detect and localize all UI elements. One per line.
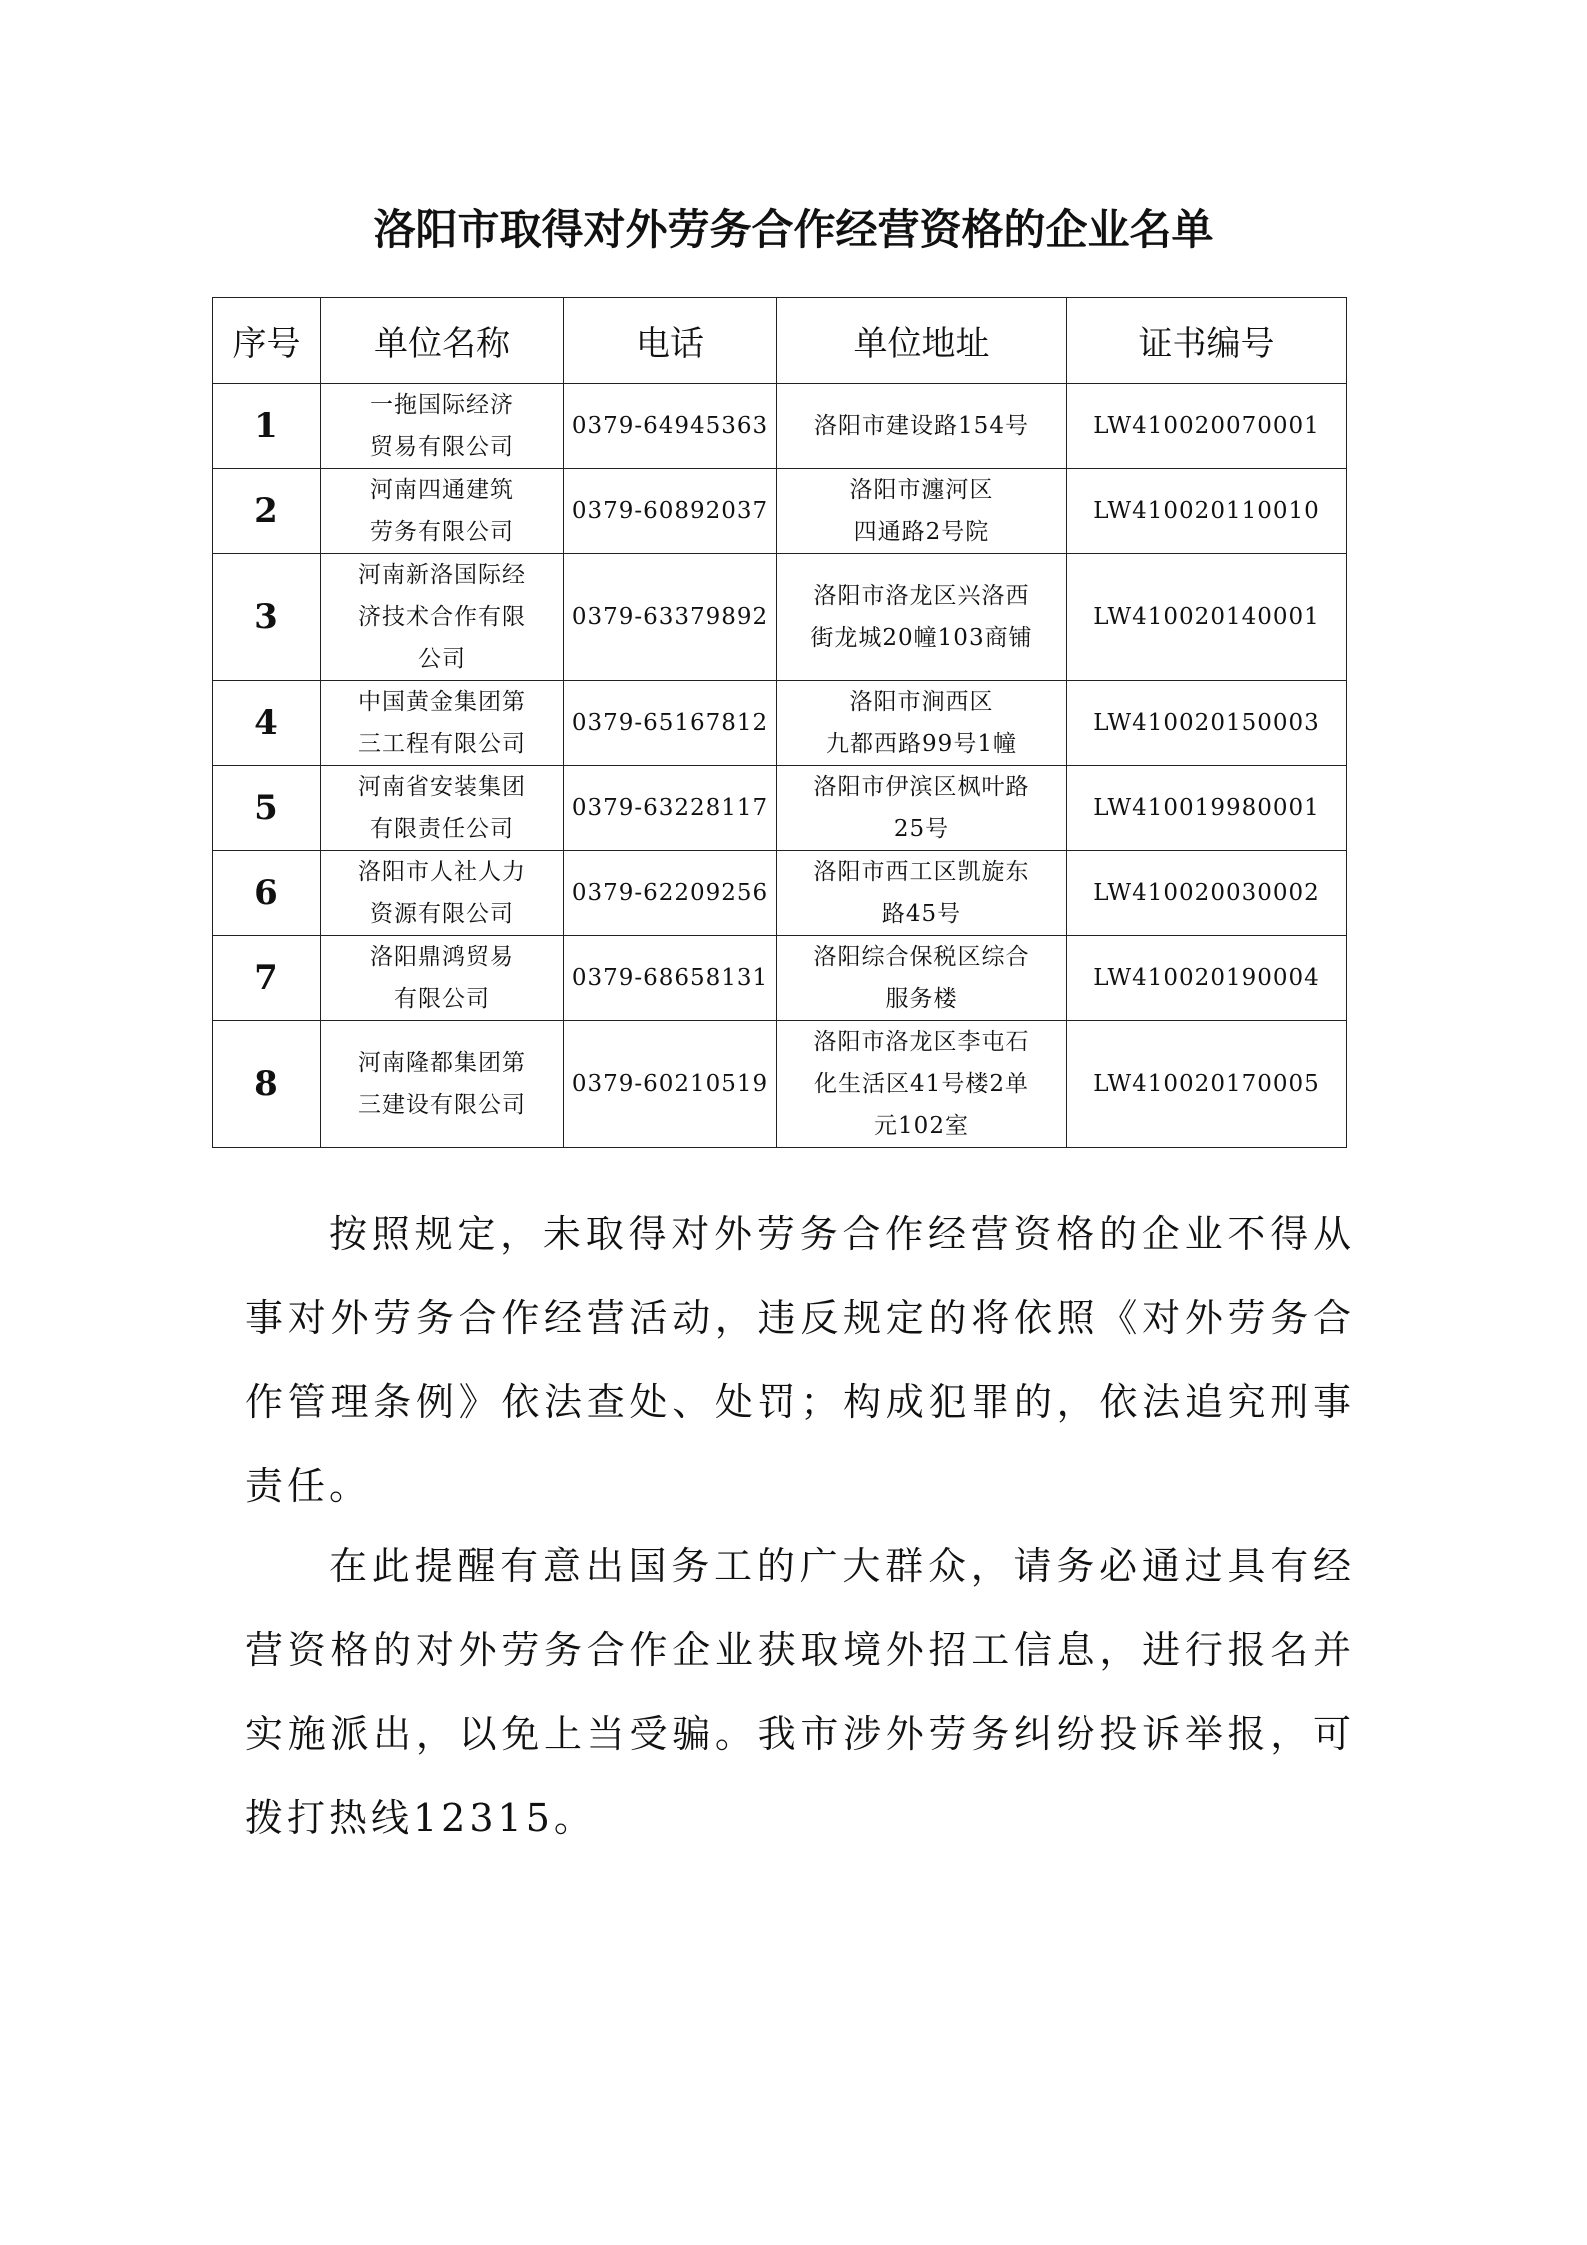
table-row (213, 766, 1347, 851)
header-num: 序号 (213, 298, 321, 384)
company-phone: 0379-65167812 (564, 681, 777, 766)
company-phone: 0379-62209256 (564, 851, 777, 936)
company-cert: LW410020140001 (1067, 554, 1347, 681)
company-phone: 0379-63228117 (564, 766, 777, 851)
table-row (213, 1021, 1347, 1148)
table-row (213, 554, 1347, 681)
company-cert: LW410020170005 (1067, 1021, 1347, 1148)
company-cert: LW410020110010 (1067, 469, 1347, 554)
company-phone: 0379-60892037 (564, 469, 777, 554)
company-address: 洛阳市洛龙区李屯石 化生活区41号楼2单 元102室 (777, 1021, 1067, 1148)
company-address: 洛阳市伊滨区枫叶路 25号 (777, 766, 1067, 851)
company-cert: LW410020070001 (1067, 384, 1347, 469)
table-row (213, 681, 1347, 766)
company-cert: LW410020190004 (1067, 936, 1347, 1021)
company-name: 河南省安装集团 有限责任公司 (321, 766, 564, 851)
company-table (212, 297, 1347, 1148)
row-num: 1 (213, 384, 321, 469)
page-title: 洛阳市取得对外劳务合作经营资格的企业名单 (373, 205, 1214, 254)
company-cert: LW410020150003 (1067, 681, 1347, 766)
row-num: 3 (213, 554, 321, 681)
company-name: 洛阳市人社人力 资源有限公司 (321, 851, 564, 936)
company-phone: 0379-64945363 (564, 384, 777, 469)
header-cert: 证书编号 (1067, 298, 1347, 384)
row-num: 8 (213, 1021, 321, 1148)
header-name: 单位名称 (321, 298, 564, 384)
company-address: 洛阳市瀍河区 四通路2号院 (777, 469, 1067, 554)
header-phone: 电话 (564, 298, 777, 384)
company-name: 河南隆都集团第 三建设有限公司 (321, 1021, 564, 1148)
company-phone: 0379-68658131 (564, 936, 777, 1021)
row-num: 2 (213, 469, 321, 554)
company-address: 洛阳市洛龙区兴洛西 街龙城20幢103商铺 (777, 554, 1067, 681)
table-row (213, 469, 1347, 554)
table-header-row (213, 298, 1347, 384)
table-row (213, 384, 1347, 469)
company-address: 洛阳市西工区凯旋东 路45号 (777, 851, 1067, 936)
row-num: 5 (213, 766, 321, 851)
row-num: 7 (213, 936, 321, 1021)
company-cert: LW410019980001 (1067, 766, 1347, 851)
company-name: 河南四通建筑 劳务有限公司 (321, 469, 564, 554)
company-cert: LW410020030002 (1067, 851, 1347, 936)
company-phone: 0379-60210519 (564, 1021, 777, 1148)
table-row (213, 936, 1347, 1021)
company-name: 河南新洛国际经 济技术合作有限 公司 (321, 554, 564, 681)
company-address: 洛阳市建设路154号 (777, 384, 1067, 469)
company-address: 洛阳综合保税区综合 服务楼 (777, 936, 1067, 1021)
company-name: 洛阳鼎鸿贸易 有限公司 (321, 936, 564, 1021)
row-num: 4 (213, 681, 321, 766)
notice-paragraph: 按照规定，未取得对外劳务合作经营资格的企业不得从事对外劳务合作经营活动，违反规定的将依照《对外劳务合作管理条例》依法查处、处罚；构成犯罪的，依法追究刑事责任。 (245, 1212, 1355, 1508)
reminder-paragraph: 在此提醒有意出国务工的广大群众，请务必通过具有经营资格的对外劳务合作企业获取境外招工信息，进行报名并实施派出，以免上当受骗。我市涉外劳务纠纷投诉举报，可拨打热线12315。 (245, 1544, 1355, 1840)
company-name: 一拖国际经济 贸易有限公司 (321, 384, 564, 469)
table-row (213, 851, 1347, 936)
header-address: 单位地址 (777, 298, 1067, 384)
company-name: 中国黄金集团第 三工程有限公司 (321, 681, 564, 766)
company-address: 洛阳市涧西区 九都西路99号1幢 (777, 681, 1067, 766)
row-num: 6 (213, 851, 321, 936)
company-phone: 0379-63379892 (564, 554, 777, 681)
